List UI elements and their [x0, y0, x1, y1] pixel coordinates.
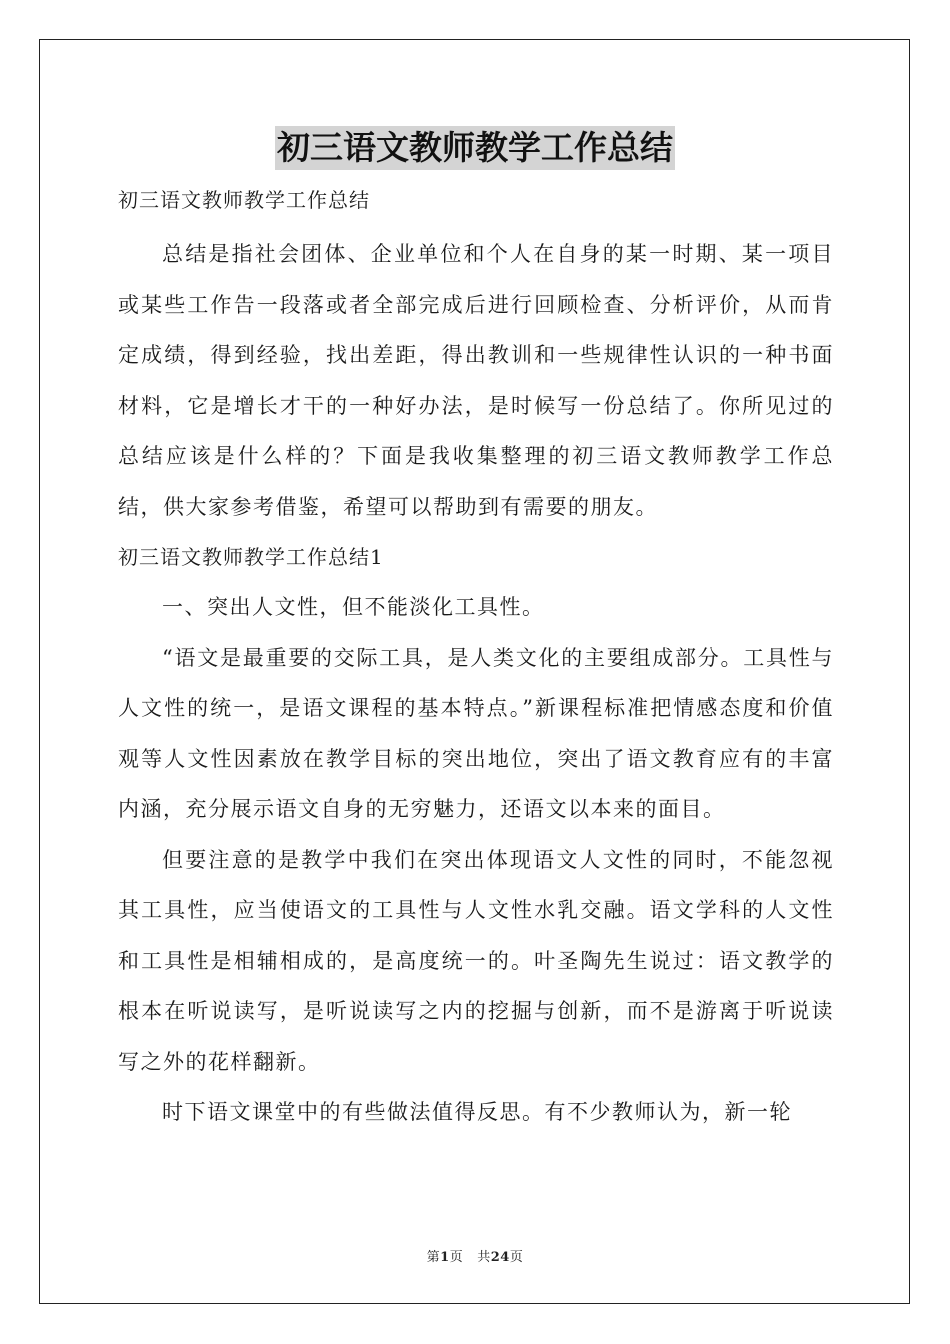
document-title: 初三语文教师教学工作总结	[275, 126, 675, 170]
document-body	[118, 180, 834, 1138]
page-prefix: 第	[426, 1250, 441, 1265]
total-suffix: 页	[509, 1250, 524, 1265]
current-page-number: 1	[440, 1250, 450, 1265]
intro-paragraph: 总结是指社会团体、企业单位和个人在自身的某一时期、某一项目或某些工作告一段落或者全部完成后进行回顾检查、分析评价，从而肯定成绩，得到经验，找出差距，得出教训和一些规律性认识的一种书面材料，它是增长才干的一种好办法，是时候写一份总结了。你所见过的总结应该是什么样的？下面是我收集整理的初三语文教师教学工作总结，供大家参考借鉴，希望可以帮助到有需要的朋友。	[118, 242, 834, 519]
body-paragraph-3: 时下语文课堂中的有些做法值得反思。有不少教师认为，新一轮	[162, 1100, 792, 1124]
total-page-count: 24	[490, 1250, 510, 1265]
document-subtitle: 初三语文教师教学工作总结	[118, 188, 370, 212]
body-paragraph-1: “语文是最重要的交际工具，是人类文化的主要组成部分。工具性与人文性的统一，是语文课程的基本特点。”新课程标准把情感态度和价值观等人文性因素放在教学目标的突出地位，突出了语文教育应有的丰富内涵，充分展示语文自身的无穷魅力，还语文以本来的面目。	[118, 645, 834, 821]
total-prefix: 共	[477, 1250, 491, 1265]
page-footer	[0, 1246, 950, 1265]
page-suffix: 页	[449, 1250, 464, 1265]
body-paragraph-2: 但要注意的是教学中我们在突出体现语文人文性的同时，不能忽视其工具性，应当使语文的工具性与人文性水乳交融。语文学科的人文性和工具性是相辅相成的，是高度统一的。叶圣陶先生说过：语文教学的根本在听说读写，是听说读写之内的挖掘与创新，而不是游离于听说读写之外的花样翻新。	[118, 847, 834, 1074]
section-title: 初三语文教师教学工作总结1	[118, 545, 384, 569]
point-heading: 一、突出人文性，但不能淡化工具性。	[162, 595, 545, 619]
title-container	[0, 126, 950, 170]
